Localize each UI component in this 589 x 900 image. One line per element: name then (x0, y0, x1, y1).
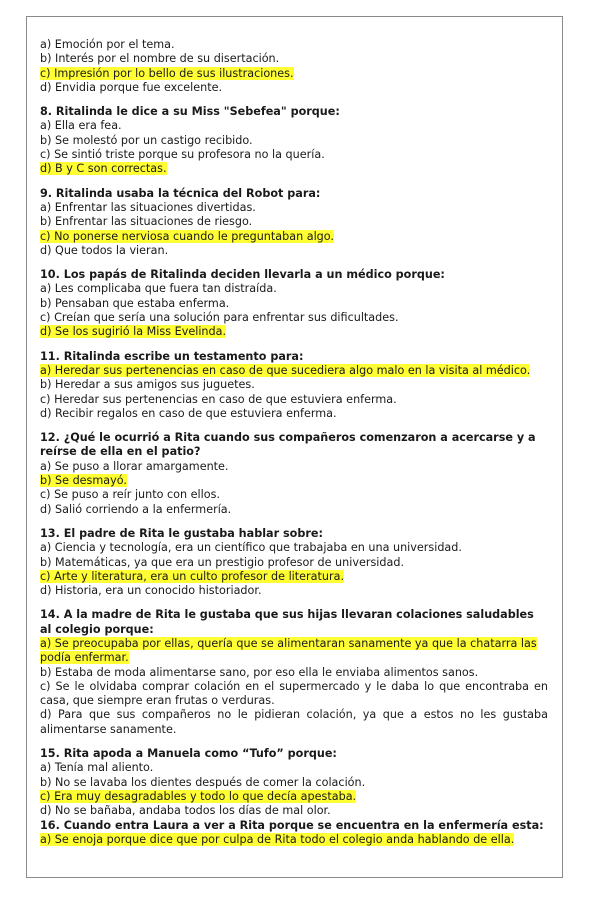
option: d) Envidia porque fue excelente. (40, 80, 223, 94)
question-title: 13. El padre de Rita le gustaba hablar sobre: (40, 526, 323, 540)
question-8 (40, 105, 548, 176)
option-answer: a) Se preocupaba por ellas, quería que se alimentaran sanamente ya que la chatarra las podía enfermar. (40, 636, 537, 665)
option-answer: c) Era muy desagradables y todo lo que decía apestaba. (40, 789, 357, 803)
question-title: 15. Rita apoda a Manuela como “Tufo” porque: (40, 747, 337, 761)
option: c) Se puso a reír junto con ellos. (40, 488, 220, 502)
question-12 (40, 431, 548, 517)
option: d) No se bañaba, andaba todos los días de mal olor. (40, 804, 331, 818)
question-11 (40, 350, 548, 421)
question-title: 10. Los papás de Ritalinda deciden llevarla a un médico porque: (40, 268, 445, 282)
question-13 (40, 527, 548, 598)
option: a) Emoción por el tema. (40, 38, 175, 51)
question-title: 8. Ritalinda le dice a su Miss "Sebefea" porque: (40, 105, 340, 119)
option: b) Estaba de moda alimentarse sano, por eso ella le enviaba alimentos sanos. (40, 665, 479, 679)
option: c) Se le olvidaba comprar colación en el supermercado y le daba lo que encontraba en casa, que siempre eran frutas o verduras. (40, 679, 548, 708)
option-answer: d) Se los sugirió la Miss Evelinda. (40, 325, 227, 339)
option: a) Ciencia y tecnología, era un científico que trabajaba en una universidad. (40, 541, 462, 555)
option: a) Se puso a llorar amargamente. (40, 459, 229, 473)
question-title: 12. ¿Qué le ocurrió a Rita cuando sus compañeros comenzaron a acercarse y a reírse de ella en el patio? (40, 431, 536, 459)
option: d) Recibir regalos en caso de que estuviera enferma. (40, 406, 337, 420)
option-answer: a) Heredar sus pertenencias en caso de que sucediera algo malo en la visita al médico. (40, 363, 531, 377)
option: a) Ella era fea. (40, 119, 122, 133)
option: a) Tenía mal aliento. (40, 761, 154, 775)
option: b) Matemáticas, ya que era un prestigio profesor de universidad. (40, 555, 404, 569)
question-title: 16. Cuando entra Laura a ver a Rita porque se encuentra en la enfermería esta: (40, 818, 544, 832)
question-15 (40, 747, 548, 818)
question-title: 11. Ritalinda escribe un testamento para: (40, 349, 304, 363)
question-title: 14. A la madre de Rita le gustaba que sus hijas llevaran colaciones saludables al colegio porque: (40, 608, 534, 636)
option: d) Que todos la vieran. (40, 243, 169, 257)
question-title: 9. Ritalinda usaba la técnica del Robot para: (40, 186, 321, 200)
option: a) Les complicaba que fuera tan distraída. (40, 282, 277, 296)
option: a) Enfrentar las situaciones divertidas. (40, 200, 256, 214)
option: d) Historia, era un conocido historiador. (40, 584, 262, 598)
option-answer: b) Se desmayó. (40, 474, 127, 488)
option-answer: c) Arte y literatura, era un culto profesor de literatura. (40, 569, 345, 583)
option: b) Pensaban que estaba enferma. (40, 296, 230, 310)
quiz-document (40, 38, 548, 857)
question-10 (40, 268, 548, 339)
question-7-continued (40, 38, 548, 95)
option: b) No se lavaba los dientes después de comer la colación. (40, 775, 366, 789)
question-9 (40, 187, 548, 258)
question-14 (40, 608, 548, 737)
option: b) Se molestó por un castigo recibido. (40, 133, 253, 147)
option: c) Creían que sería una solución para enfrentar sus dificultades. (40, 311, 399, 325)
option: c) Se sintió triste porque su profesora no la quería. (40, 148, 325, 162)
option-answer: d) B y C son correctas. (40, 162, 167, 176)
option: d) Salió corriendo a la enfermería. (40, 502, 232, 516)
option: b) Interés por el nombre de su disertación. (40, 52, 280, 66)
option: c) Heredar sus pertenencias en caso de que estuviera enferma. (40, 392, 397, 406)
question-16 (40, 819, 548, 848)
option-answer: c) Impresión por lo bello de sus ilustraciones. (40, 66, 294, 80)
option-answer: c) No ponerse nerviosa cuando le preguntaban algo. (40, 229, 334, 243)
option-answer: a) Se enoja porque dice que por culpa de Rita todo el colegio anda hablando de ella. (40, 832, 515, 846)
option: b) Heredar a sus amigos sus juguetes. (40, 378, 255, 392)
option: d) Para que sus compañeros no le pidieran colación, ya que a estos no les gustaba alimentarse sanamente. (40, 708, 548, 736)
option: b) Enfrentar las situaciones de riesgo. (40, 215, 253, 229)
